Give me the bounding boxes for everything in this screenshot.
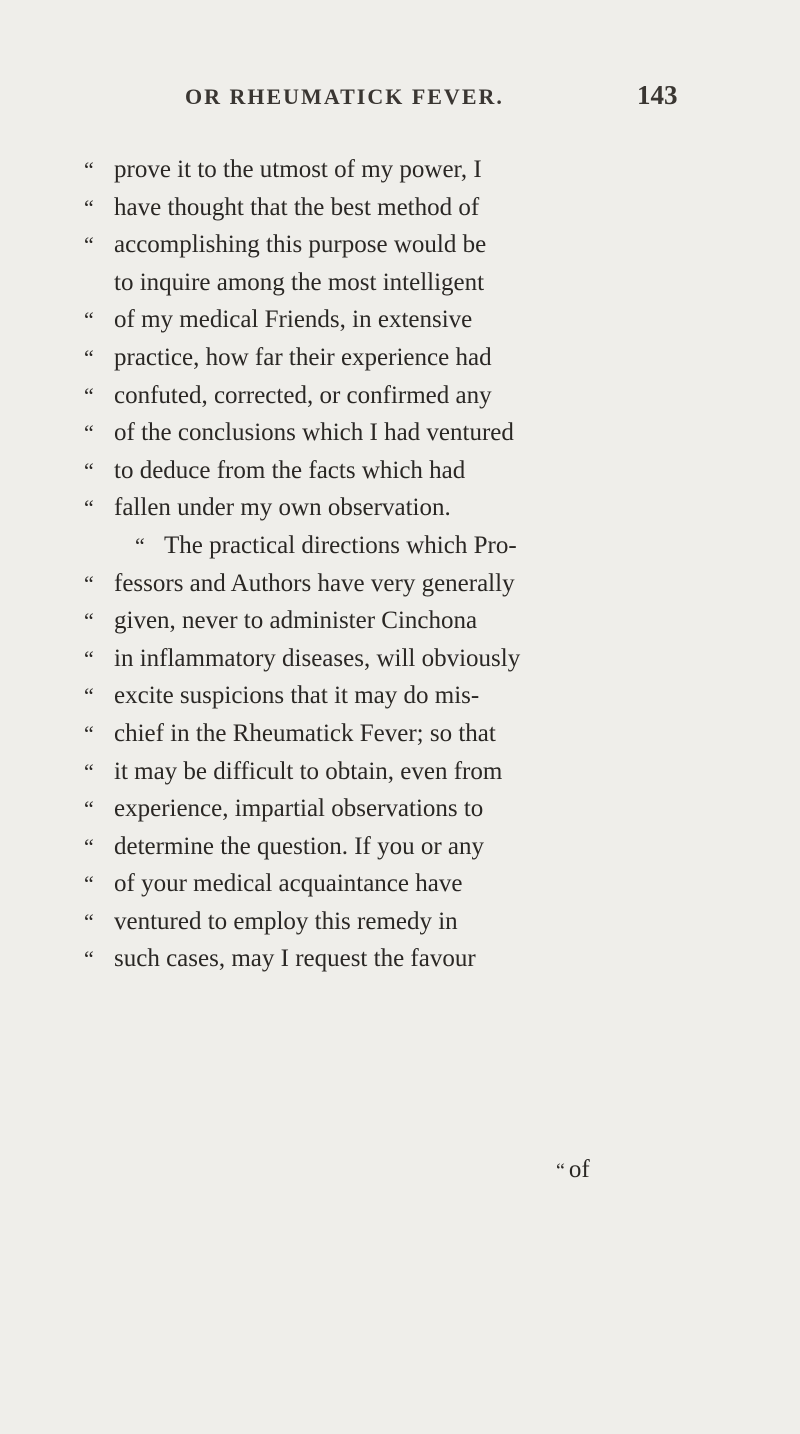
text-line bbox=[84, 790, 604, 828]
text-line bbox=[84, 602, 604, 640]
line-text: to inquire among the most intelligent bbox=[114, 268, 485, 296]
line-text: accomplishing this purpose would be bbox=[114, 231, 487, 259]
text-line bbox=[84, 903, 604, 941]
text-line bbox=[84, 339, 604, 377]
text-line bbox=[84, 753, 604, 791]
line-text: confuted, corrected, or confirmed any bbox=[114, 381, 492, 409]
quote-mark: “ bbox=[84, 645, 94, 671]
text-line bbox=[84, 151, 604, 189]
line-text: such cases, may I request the favour bbox=[114, 945, 476, 973]
quote-mark: “ bbox=[84, 758, 94, 784]
text-line bbox=[84, 527, 604, 565]
line-text: chief in the Rheumatick Fever; so that bbox=[114, 719, 496, 747]
body-text bbox=[84, 151, 604, 978]
quote-mark: “ bbox=[84, 420, 94, 446]
line-text: excite suspicions that it may do mis- bbox=[114, 682, 480, 710]
text-line bbox=[84, 489, 604, 527]
line-text: have thought that the best method of bbox=[114, 193, 480, 221]
text-line bbox=[84, 640, 604, 678]
text-line bbox=[84, 301, 604, 339]
quote-mark: “ bbox=[84, 908, 94, 934]
quote-mark: “ bbox=[84, 720, 94, 746]
quote-mark: “ bbox=[84, 946, 94, 972]
line-text: given, never to administer Cinchona bbox=[114, 607, 478, 635]
running-head: OR RHEUMATICK FEVER. bbox=[185, 84, 504, 109]
line-text: practice, how far their experience had bbox=[114, 343, 492, 371]
text-line bbox=[84, 226, 604, 264]
quote-mark: “ bbox=[84, 833, 94, 859]
quote-mark: “ bbox=[84, 344, 94, 370]
quote-mark: “ bbox=[84, 871, 94, 897]
quote-mark: “ bbox=[84, 796, 94, 822]
line-text: fessors and Authors have very generally bbox=[114, 569, 515, 597]
quote-mark: “ bbox=[84, 495, 94, 521]
text-line bbox=[84, 452, 604, 490]
quote-mark: “ bbox=[84, 608, 94, 634]
line-text: determine the question. If you or any bbox=[114, 832, 485, 860]
quote-mark: “ bbox=[84, 683, 94, 709]
quote-mark: “ bbox=[84, 157, 94, 182]
quote-mark: “ bbox=[84, 382, 94, 408]
line-text: prove it to the utmost of my power, I bbox=[114, 156, 482, 183]
line-text: experience, impartial observations to bbox=[114, 795, 484, 823]
line-text: The practical directions which Pro- bbox=[164, 531, 517, 559]
text-line bbox=[84, 414, 604, 452]
text-line bbox=[84, 565, 604, 603]
quote-mark: “ bbox=[84, 457, 94, 483]
line-text: of your medical acquaintance have bbox=[114, 870, 463, 898]
catchword-text: of bbox=[568, 1156, 590, 1183]
quote-mark: “ bbox=[84, 232, 94, 258]
text-line bbox=[84, 377, 604, 415]
line-text: to deduce from the facts which had bbox=[114, 456, 466, 484]
text-line bbox=[84, 828, 604, 866]
line-text: ventured to employ this remedy in bbox=[114, 907, 458, 935]
line-text: in inflammatory diseases, will obviously bbox=[114, 644, 521, 672]
text-line bbox=[84, 264, 604, 302]
text-line bbox=[84, 715, 604, 753]
quote-mark: “ bbox=[135, 532, 145, 558]
catchword bbox=[556, 1156, 590, 1184]
text-line bbox=[84, 189, 604, 227]
quote-mark: “ bbox=[84, 307, 94, 333]
catchword-quote: “ bbox=[556, 1160, 565, 1182]
text-line bbox=[84, 940, 604, 978]
quote-mark: “ bbox=[84, 194, 94, 220]
text-line bbox=[84, 865, 604, 903]
quote-mark: “ bbox=[84, 570, 94, 596]
line-text: of the conclusions which I had ventured bbox=[114, 419, 514, 447]
line-text: fallen under my own observation. bbox=[114, 494, 451, 522]
page-number: 143 bbox=[637, 80, 678, 110]
text-line bbox=[84, 677, 604, 715]
line-text: of my medical Friends, in extensive bbox=[114, 306, 473, 334]
line-text: it may be difficult to obtain, even from bbox=[114, 757, 503, 785]
